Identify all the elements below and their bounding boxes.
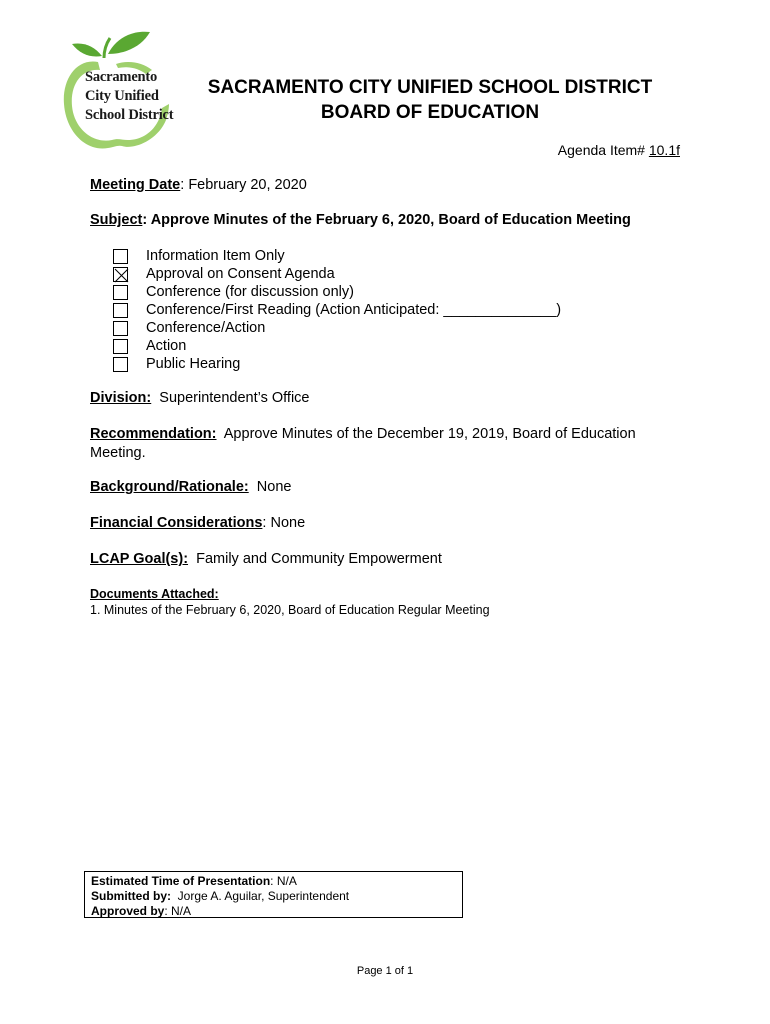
checklist-label: Action <box>146 338 187 354</box>
checkbox[interactable] <box>113 339 128 354</box>
recommendation <box>90 425 680 463</box>
submitted-by-row <box>91 889 456 904</box>
checklist-item <box>113 337 561 355</box>
estimated-time-label: Estimated Time of Presentation <box>91 874 271 888</box>
approved-by-label: Approved by <box>91 904 165 918</box>
logo-line: School District <box>85 107 174 123</box>
division <box>90 390 310 406</box>
checklist-item <box>113 247 561 265</box>
subject <box>90 212 631 228</box>
checkbox[interactable] <box>113 285 128 300</box>
checklist-item <box>113 265 561 283</box>
checklist-label: Conference (for discussion only) <box>146 284 354 300</box>
checklist-item <box>113 319 561 337</box>
checklist-item <box>113 355 561 373</box>
background-value: None <box>256 479 292 495</box>
checkbox[interactable] <box>113 321 128 336</box>
checklist-label: Conference/First Reading (Action Anticipated: ______________) <box>146 302 562 318</box>
checklist-item <box>113 301 561 319</box>
document-title <box>170 75 690 125</box>
checklist-label: Conference/Action <box>146 320 266 336</box>
background-label: Background/Rationale: <box>90 479 249 495</box>
meeting-date-label: Meeting Date <box>90 177 181 193</box>
checklist-label: Public Hearing <box>146 356 241 372</box>
subject-sep: : <box>142 212 151 228</box>
logo-line: City Unified <box>85 88 159 104</box>
submitted-by-label: Submitted by: <box>91 889 171 903</box>
financial-considerations <box>90 515 305 531</box>
agenda-type-checklist <box>113 247 561 373</box>
meeting-date <box>90 177 307 193</box>
division-label: Division: <box>90 390 152 406</box>
logo-wordmark <box>85 68 173 125</box>
lcap-label: LCAP Goal(s): <box>90 551 189 567</box>
district-logo <box>58 28 178 156</box>
page-number: Page 1 of 1 <box>356 965 414 977</box>
meeting-date-value: February 20, 2020 <box>188 177 307 193</box>
division-value: Superintendent’s Office <box>159 390 310 406</box>
agenda-label: Agenda Item# <box>557 142 649 158</box>
checklist-label: Information Item Only <box>146 248 285 264</box>
subject-value: Approve Minutes of the February 6, 2020, Board of Education Meeting <box>150 212 631 228</box>
financial-sep: : <box>262 515 271 531</box>
checklist-item <box>113 283 561 301</box>
meeting-date-sep: : <box>180 177 189 193</box>
submitted-by-value: Jorge A. Aguilar, Superintendent <box>177 889 350 903</box>
agenda-item <box>558 142 680 158</box>
lcap-value: Family and Community Empowerment <box>196 551 442 567</box>
document-item: 1. Minutes of the February 6, 2020, Board of Education Regular Meeting <box>90 603 490 617</box>
title-line-2: BOARD OF EDUCATION <box>320 102 540 123</box>
checkbox[interactable] <box>113 249 128 264</box>
recommendation-label: Recommendation: <box>90 426 217 442</box>
agenda-number: 10.1f <box>648 142 680 158</box>
checked-checkbox[interactable] <box>113 267 128 282</box>
approved-by-value: : N/A <box>164 904 192 918</box>
financial-value: None <box>270 515 306 531</box>
approved-by-row <box>91 904 456 919</box>
checklist-label: Approval on Consent Agenda <box>146 266 335 282</box>
background-rationale <box>90 479 291 495</box>
subject-label: Subject <box>90 212 143 228</box>
logo-line: Sacramento <box>85 69 158 85</box>
recommendation-value: Approve Minutes of the December 19, 2019, Board of Education Meeting. <box>90 426 636 461</box>
estimated-time-row <box>91 874 456 889</box>
financial-label: Financial Considerations <box>90 515 263 531</box>
presentation-info-box <box>84 871 463 918</box>
checkbox[interactable] <box>113 357 128 372</box>
estimated-time-value: : N/A <box>270 874 297 888</box>
documents-attached-title: Documents Attached: <box>90 587 219 601</box>
x-mark-icon <box>114 268 129 283</box>
checkbox[interactable] <box>113 303 128 318</box>
title-line-1: SACRAMENTO CITY UNIFIED SCHOOL DISTRICT <box>207 77 653 98</box>
lcap-goals <box>90 551 442 567</box>
